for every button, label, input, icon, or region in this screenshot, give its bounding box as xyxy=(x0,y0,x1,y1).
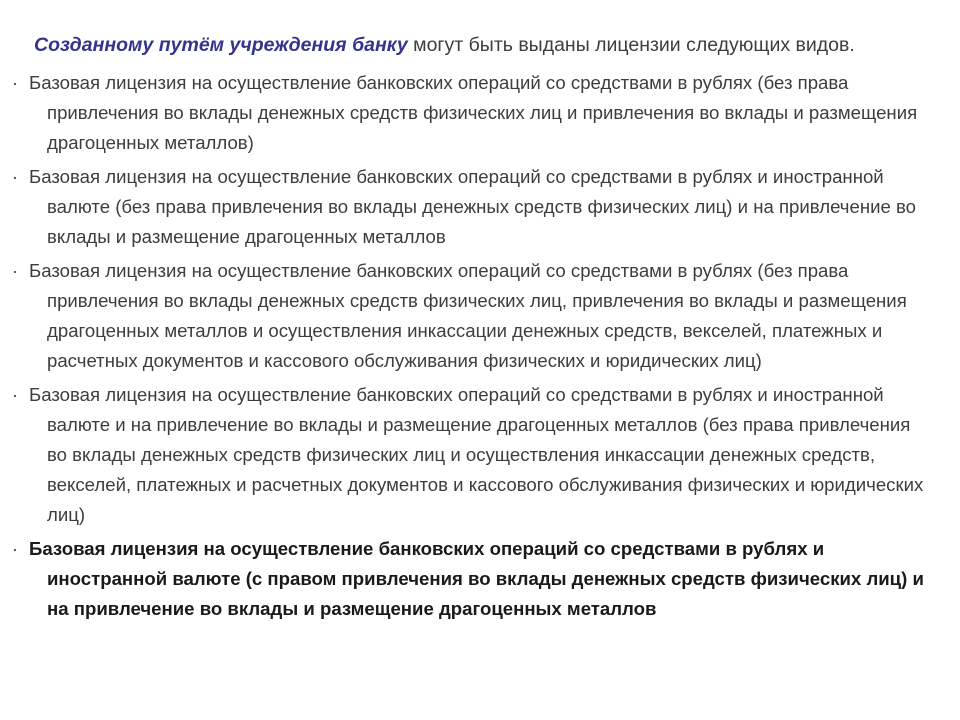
bullet-icon: · xyxy=(12,167,18,187)
license-item-highlighted xyxy=(0,534,927,624)
license-item xyxy=(0,68,927,158)
bullet-icon: · xyxy=(12,73,18,93)
intro-emphasis: Созданному путём учреждения банку xyxy=(34,34,408,56)
bullet-icon: · xyxy=(12,539,18,559)
license-item-text: Базовая лицензия на осуществление банковских операций со средствами в рублях (без права привлечения во вклады денежных средств физических лиц, привлечения во вклады и размещения драгоценных металлов и осуществления инкассации денежных средств, векселей, платежных и расчетных документов и кассового обслуживания физических и юридических лиц) xyxy=(29,260,907,371)
bullet-icon: · xyxy=(12,385,18,405)
license-item-text: Базовая лицензия на осуществление банковских операций со средствами в рублях (без права привлечения во вклады денежных средств физических лиц и привлечения во вклады и размещения драгоценных металлов) xyxy=(29,72,918,153)
license-item xyxy=(0,256,927,376)
license-item xyxy=(0,162,927,252)
license-item-text: Базовая лицензия на осуществление банковских операций со средствами в рублях и иностранной валюте (без права привлечения во вклады денежных средств физических лиц) и на привлечение во вклады и размещение драгоценных металлов xyxy=(29,166,916,247)
license-item-text: Базовая лицензия на осуществление банковских операций со средствами в рублях и иностранной валюте (с правом привлечения во вклады денежных средств физических лиц) и на привлечение во вклады и размещение драгоценных металлов xyxy=(29,538,924,619)
license-item-text: Базовая лицензия на осуществление банковских операций со средствами в рублях и иностранной валюте и на привлечение во вклады и размещение драгоценных металлов (без права привлечения во вклады денежных средств физических лиц и осуществления инкассации денежных средств, векселей, платежных и расчетных документов и кассового обслуживания физических и юридических лиц) xyxy=(29,384,924,525)
license-list xyxy=(0,68,960,628)
intro-line xyxy=(34,33,934,57)
bullet-icon: · xyxy=(12,261,18,281)
intro-rest: могут быть выданы лицензии следующих видов. xyxy=(407,34,855,56)
license-item xyxy=(0,380,927,530)
